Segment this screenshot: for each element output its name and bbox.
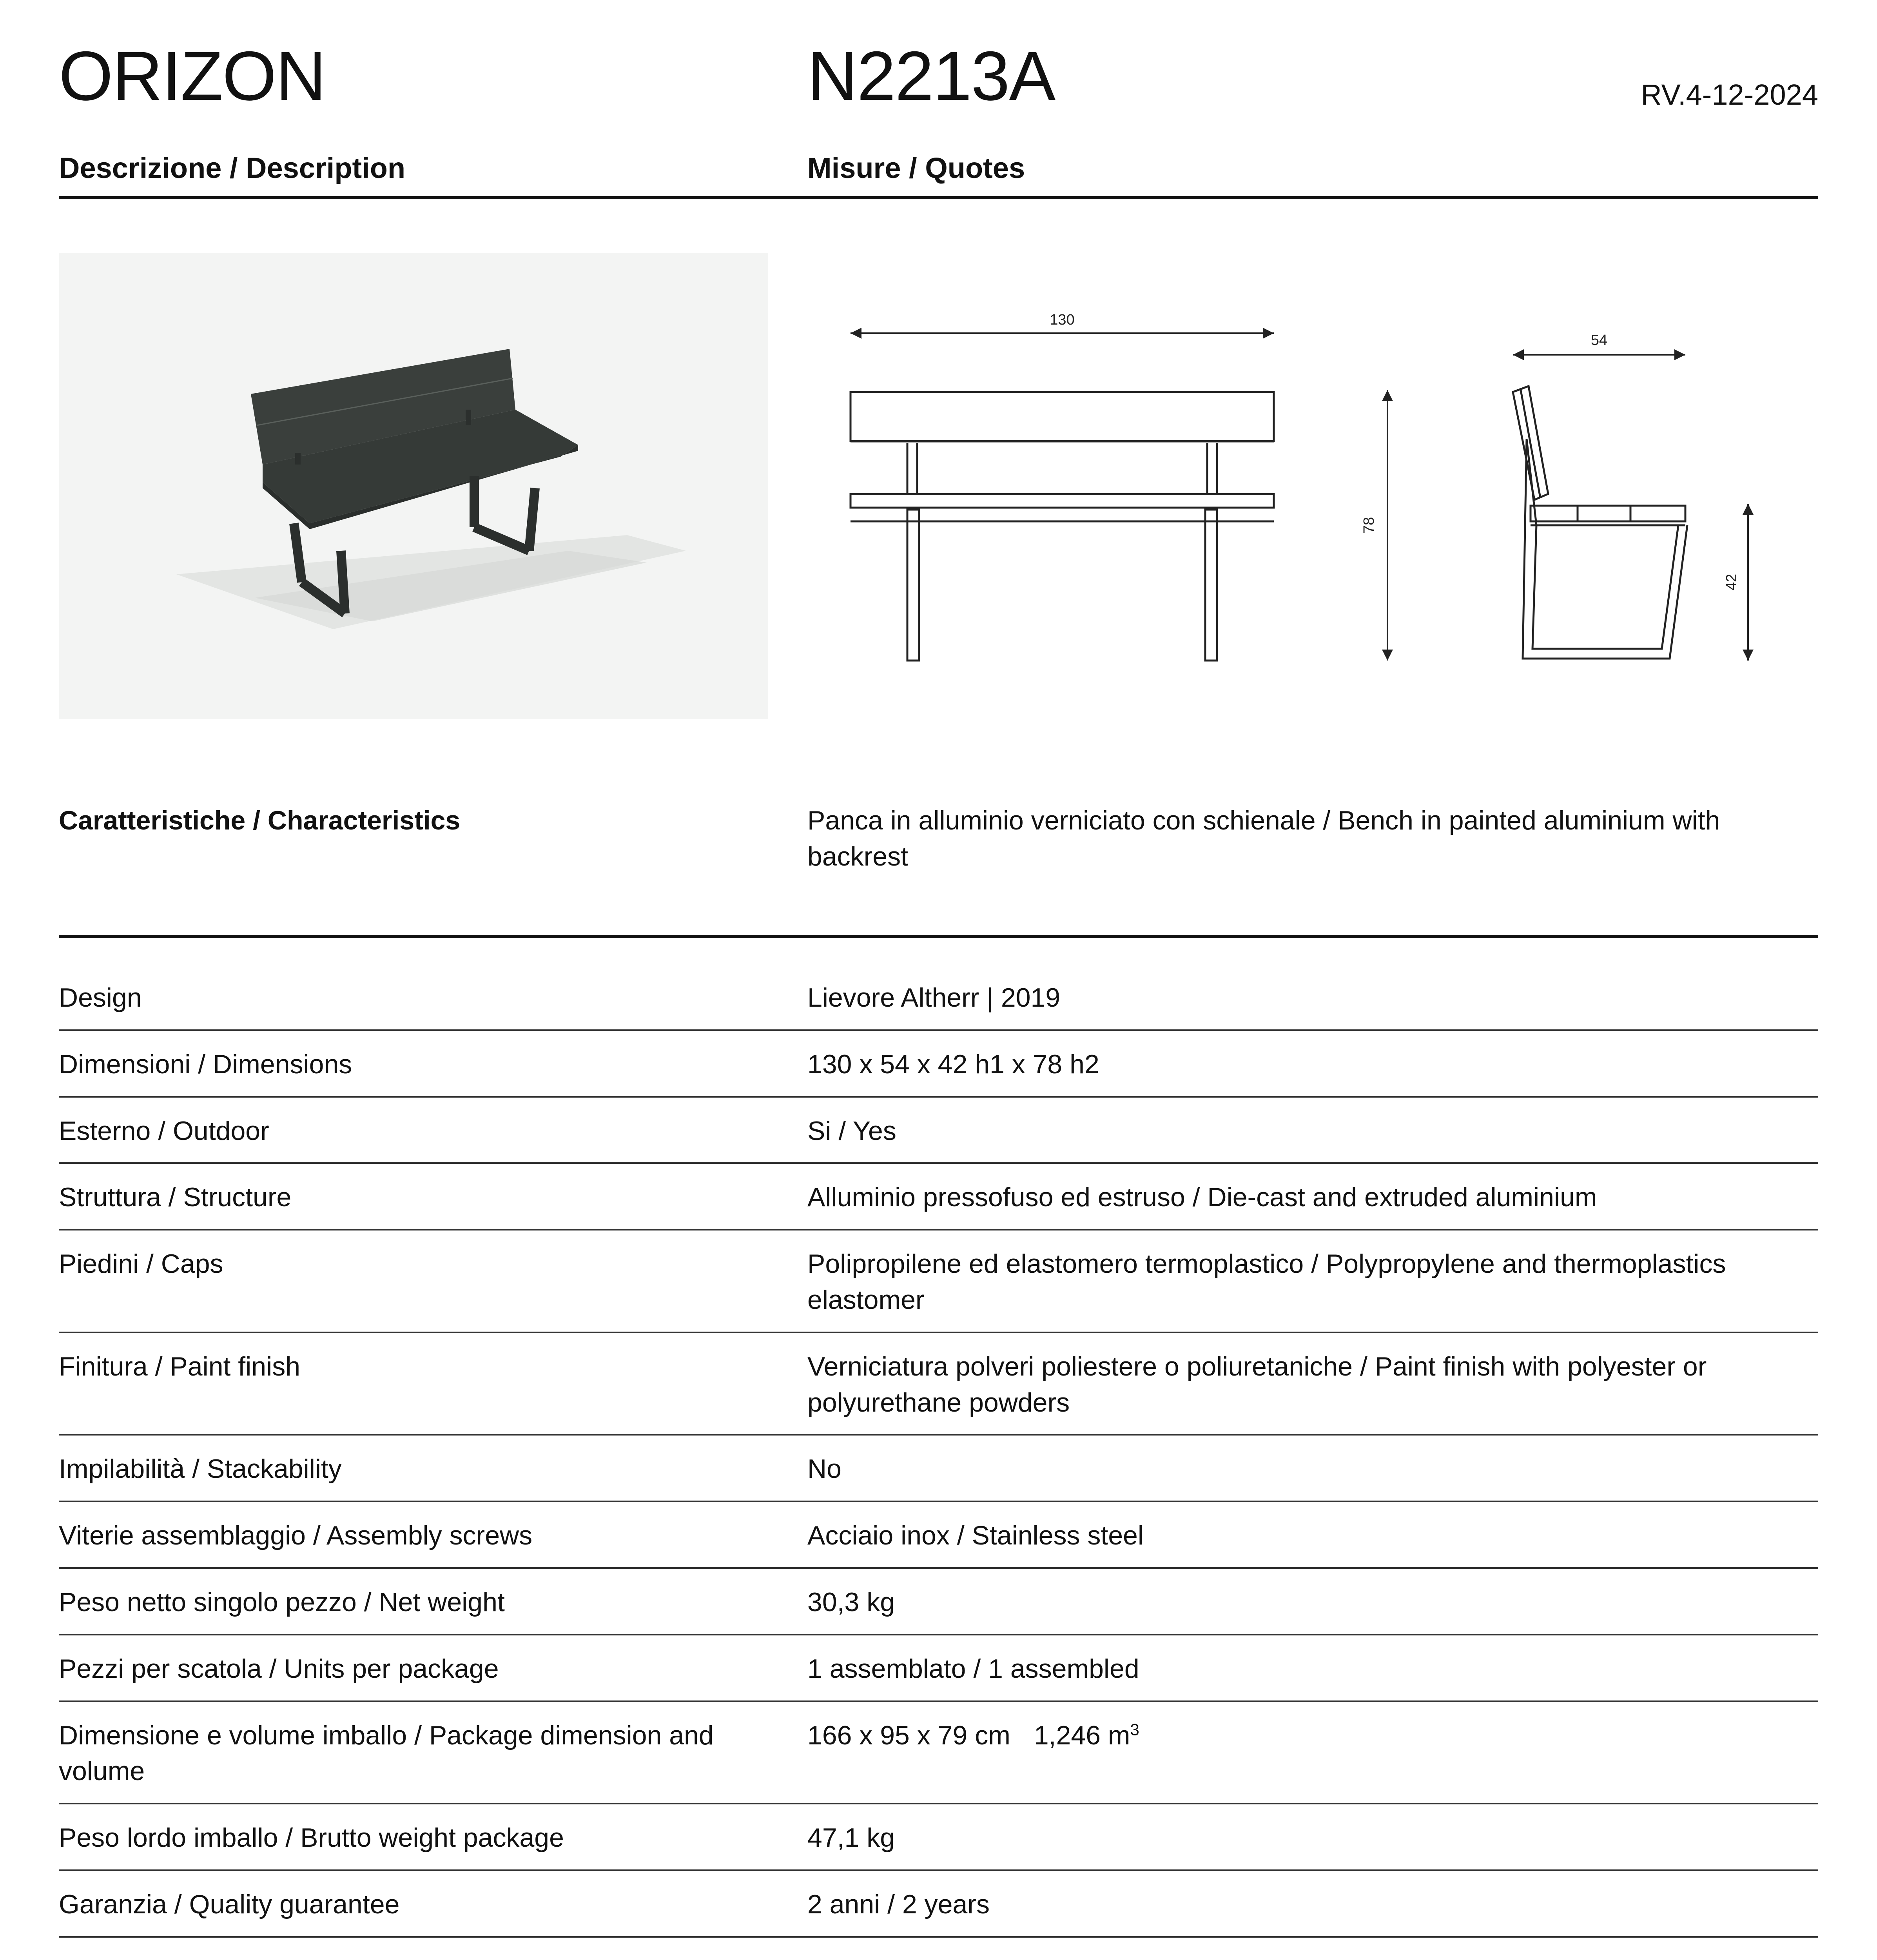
spec-key: Esterno / Outdoor	[59, 1116, 269, 1146]
spec-row-assembly-screws	[59, 1502, 1818, 1569]
spec-key: Struttura / Structure	[59, 1182, 292, 1212]
spec-row-stackability	[59, 1436, 1818, 1502]
spec-value: Polipropilene ed elastomero termoplastico / Polypropylene and thermoplastics elastomer	[807, 1249, 1726, 1315]
revision-date: RV.4-12-2024	[1641, 78, 1818, 111]
spec-value: No	[807, 1454, 841, 1484]
product-name: ORIZON	[59, 37, 326, 115]
spec-row-guarantee	[59, 1871, 1818, 1938]
spec-value: Si / Yes	[807, 1116, 896, 1146]
spec-value: Alluminio pressofuso ed estruso / Die-cast and extruded aluminium	[807, 1182, 1597, 1212]
spec-key: Design	[59, 983, 142, 1013]
width-dimension: 130	[1050, 312, 1075, 328]
spec-key: Peso lordo imballo / Brutto weight package	[59, 1823, 564, 1853]
package-volume-value: 1,246 $m^3$	[1034, 1720, 1139, 1750]
spec-key: Dimensione e volume imballo / Package dimension and volume	[59, 1720, 714, 1786]
spec-value: Verniciatura polveri poliestere o poliuretaniche / Paint finish with polyester or polyurethane powders	[807, 1351, 1707, 1417]
spec-row-paint-finish	[59, 1333, 1818, 1436]
measures-heading: Misure / Quotes	[807, 152, 1025, 184]
spec-table	[59, 964, 1818, 1938]
depth-dimension: 54	[1590, 332, 1608, 348]
height-dimension: 78	[1361, 517, 1377, 534]
spec-value: 47,1 kg	[807, 1823, 895, 1853]
spec-value: 130 x 54 x 42 h1 x 78 h2	[807, 1049, 1099, 1079]
spec-row-package-dimension	[59, 1702, 1818, 1805]
spec-row-units-per-package	[59, 1635, 1818, 1702]
spec-row-design	[59, 964, 1818, 1031]
product-code: N2213A	[807, 37, 1055, 115]
spec-key: Dimensioni / Dimensions	[59, 1049, 352, 1079]
spec-value: Lievore Altherr | 2019	[807, 983, 1061, 1013]
description-heading: Descrizione / Description	[59, 152, 406, 184]
spec-key: Pezzi per scatola / Units per package	[59, 1653, 499, 1684]
side-view	[1513, 355, 1687, 659]
spec-key: Piedini / Caps	[59, 1249, 223, 1279]
spec-value: Acciaio inox / Stainless steel	[807, 1521, 1144, 1551]
technical-drawings	[807, 290, 1818, 682]
spec-row-structure	[59, 1164, 1818, 1230]
front-view	[851, 333, 1274, 661]
spec-key: Viterie assemblaggio / Assembly screws	[59, 1521, 533, 1551]
package-dimension-value: 166 x 95 x 79 cm	[807, 1720, 1010, 1750]
header-divider	[59, 196, 1818, 199]
spec-row-net-weight	[59, 1569, 1818, 1635]
spec-key: Peso netto singolo pezzo / Net weight	[59, 1587, 505, 1617]
characteristics-label: Caratteristiche / Characteristics	[59, 806, 461, 835]
spec-row-outdoor	[59, 1098, 1818, 1164]
spec-row-caps	[59, 1230, 1818, 1333]
spec-key: Garanzia / Quality guarantee	[59, 1889, 400, 1919]
spec-row-dimensions	[59, 1031, 1818, 1098]
characteristics-divider	[59, 935, 1818, 938]
spec-value: 2 anni / 2 years	[807, 1889, 990, 1919]
spec-value	[807, 1718, 1818, 1790]
spec-key: Finitura / Paint finish	[59, 1351, 301, 1381]
spec-row-gross-weight	[59, 1804, 1818, 1871]
product-photo	[59, 253, 768, 719]
seat-height-dimension: 42	[1723, 573, 1740, 591]
spec-value: 1 assemblato / 1 assembled	[807, 1653, 1139, 1684]
spec-key: Impilabilità / Stackability	[59, 1454, 342, 1484]
spec-value: 30,3 kg	[807, 1587, 895, 1617]
characteristics-text: Panca in alluminio verniciato con schienale / Bench in painted aluminium with backrest	[807, 806, 1720, 871]
